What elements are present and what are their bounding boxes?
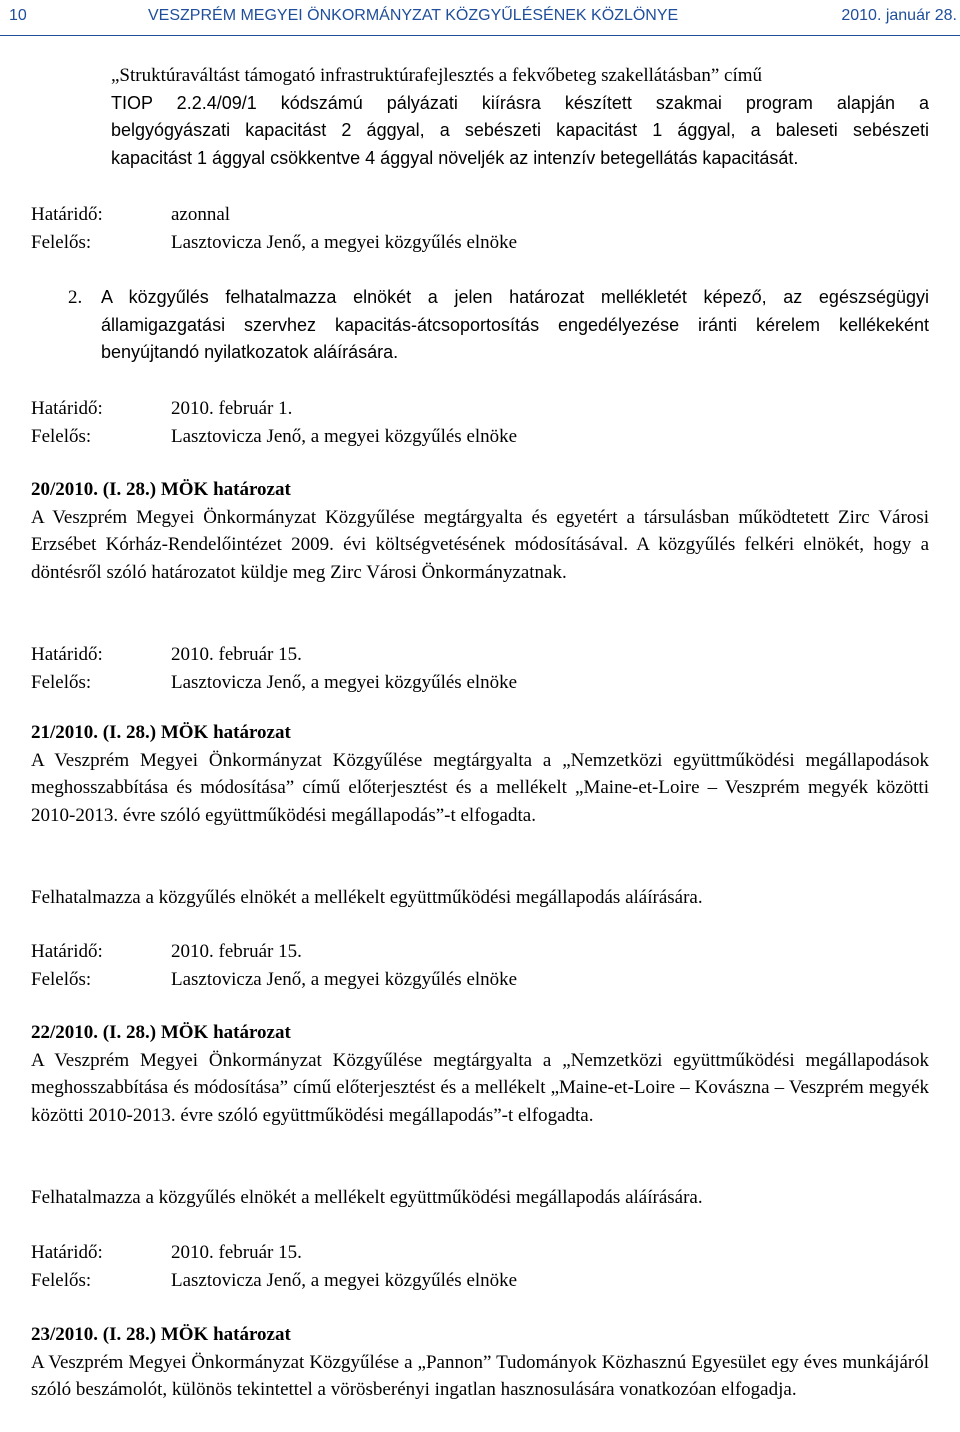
responsible-value: Lasztovicza Jenő, a megyei közgyűlés elnöke — [171, 671, 518, 693]
header-rule — [0, 35, 960, 36]
deadline-value: 2010. február 15. — [171, 941, 302, 962]
resolution-title: 23/2010. (I. 28.) MÖK határozat — [31, 1324, 291, 1345]
resolution-text: A Veszprém Megyei Önkormányzat Közgyűlése megtárgyalta és egyetért a társulásban működtetett Zirc Városi Erzsébet Kórház-Rendelőintézet 2009. évi költségvetésének módosításával. A közgyűlés felkéri elnökét, hogy a döntésről szóló határozatot küldje meg Zirc Városi Önkormányzatnak. — [31, 506, 929, 583]
responsible-label: Felelős: — [31, 231, 92, 253]
deadline-value: azonnal — [171, 204, 231, 225]
deadline-label: Határidő: — [31, 941, 103, 962]
resolution-text: A Veszprém Megyei Önkormányzat Közgyűlése a „Pannon” Tudományok Közhasznú Egyesület egy éves munkájáról szóló beszámolót, különös tekintettel a vörösberényi ingatlan hasznosulására vonatkozóan elfogadja. — [31, 1351, 929, 1400]
deadline-label: Határidő: — [31, 1242, 103, 1263]
resolution-21 — [31, 719, 929, 829]
intro-line-4: kapacitást 1 ággyal csökkentve 4 ággyal növeljék az intenzív betegellátás kapacitását. — [111, 147, 799, 168]
responsible-value: Lasztovicza Jenő, a megyei közgyűlés elnöke — [171, 968, 518, 990]
resolution-22 — [31, 1019, 929, 1129]
resolution-20 — [31, 476, 929, 586]
intro-paragraph — [111, 62, 929, 172]
resolution-title: 22/2010. (I. 28.) MÖK határozat — [31, 1022, 291, 1043]
resolution-23 — [31, 1321, 929, 1404]
item2-deadline-block — [31, 395, 929, 450]
deadline-label: Határidő: — [31, 398, 103, 419]
resolution-22-authorization — [31, 1184, 929, 1212]
resolution-text: Felhatalmazza a közgyűlés elnökét a mellékelt együttműködési megállapodás aláírására. — [31, 1187, 703, 1208]
responsible-value: Lasztovicza Jenő, a megyei közgyűlés elnöke — [171, 231, 518, 253]
responsible-label: Felelős: — [31, 425, 92, 447]
resolution-title: 21/2010. (I. 28.) MÖK határozat — [31, 722, 291, 743]
resolution-text: Felhatalmazza a közgyűlés elnökét a mellékelt együttműködési megállapodás aláírására. — [31, 887, 703, 908]
item-number: 2. — [68, 287, 83, 308]
resolution-text: A Veszprém Megyei Önkormányzat Közgyűlése megtárgyalta a „Nemzetközi együttműködési megállapodások meghosszabbítása és módosítása” című előterjesztést és a mellékelt „Maine-et-Loire – Veszprém megyék közötti 2010-2013. évre szóló együttműködési megállapodás”-t elfogadta. — [31, 749, 929, 826]
publication-date: 2010. január 28. — [841, 7, 957, 24]
responsible-label: Felelős: — [31, 671, 92, 693]
deadline-label: Határidő: — [31, 644, 103, 665]
publication-title: VESZPRÉM MEGYEI ÖNKORMÁNYZAT KÖZGYŰLÉSÉNEK KÖZLÖNYE — [148, 7, 679, 24]
resolution-22-deadline — [31, 1239, 929, 1294]
intro-line-2: TIOP 2.2.4/09/1 kódszámú pályázati kiírásra készített szakmai program alapján a — [111, 92, 929, 113]
resolution-20-deadline — [31, 641, 929, 696]
intro-deadline-block — [31, 201, 929, 256]
responsible-label: Felelős: — [31, 1269, 92, 1291]
deadline-value: 2010. február 15. — [171, 644, 302, 665]
resolution-21-deadline — [31, 938, 929, 993]
responsible-value: Lasztovicza Jenő, a megyei közgyűlés elnöke — [171, 1269, 518, 1291]
numbered-item-2 — [68, 284, 929, 367]
intro-line-1: „Struktúraváltást támogató infrastruktúrafejlesztés a fekvőbeteg szakellátásban” című — [111, 65, 763, 86]
responsible-label: Felelős: — [31, 968, 92, 990]
item-text: A közgyűlés felhatalmazza elnökét a jelen határozat mellékletét képező, az egészségügyi államigazgatási szervhez kapacitás-átcsoportosítás engedélyezése iránti kérelem kellékeként benyújtandó nyilatkozatok aláírására. — [101, 287, 929, 362]
page-header — [9, 5, 957, 29]
deadline-value: 2010. február 15. — [171, 1242, 302, 1263]
resolution-title: 20/2010. (I. 28.) MÖK határozat — [31, 479, 291, 500]
responsible-value: Lasztovicza Jenő, a megyei közgyűlés elnöke — [171, 425, 518, 447]
page-number: 10 — [9, 7, 27, 24]
deadline-value: 2010. február 1. — [171, 398, 293, 419]
resolution-text: A Veszprém Megyei Önkormányzat Közgyűlése megtárgyalta a „Nemzetközi együttműködési megállapodások meghosszabbítása és módosítása” című előterjesztést és a mellékelt „Maine-et-Loire – Kovászna – Veszprém megyék közötti 2010-2013. évre szóló együttműködési megállapodás”-t elfogadta. — [31, 1049, 929, 1126]
intro-line-3: belgyógyászati kapacitást 2 ággyal, a sebészeti kapacitást 1 ággyal, a baleseti sebészeti — [111, 120, 929, 140]
resolution-21-authorization — [31, 884, 929, 912]
deadline-label: Határidő: — [31, 204, 103, 225]
